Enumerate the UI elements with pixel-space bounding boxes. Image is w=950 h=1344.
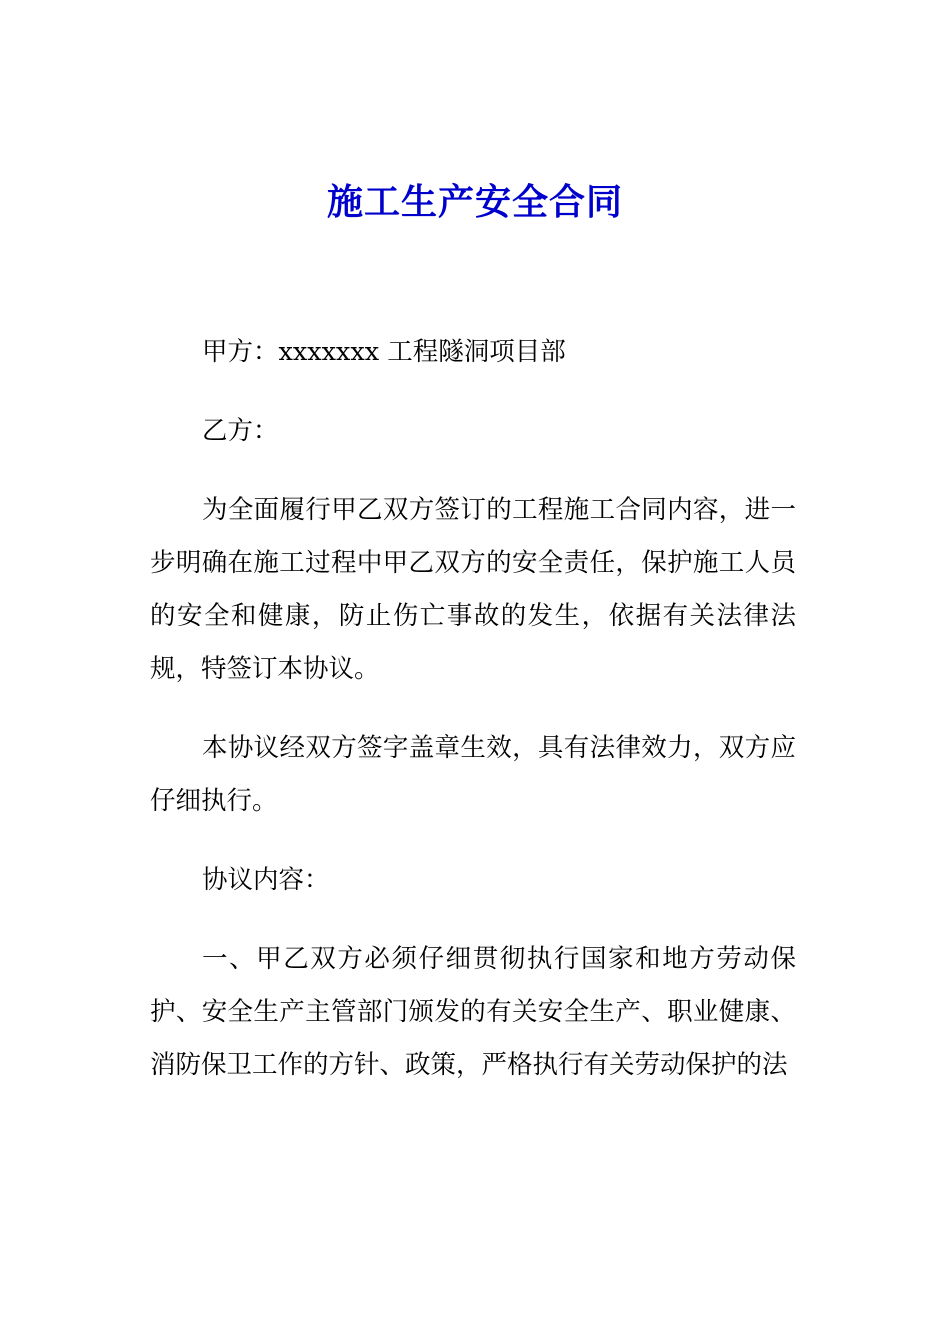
paragraph-gap [150,696,796,722]
document-body [150,326,796,1092]
paragraph-gap [150,379,796,405]
effect-paragraph: 本协议经双方签字盖章生效，具有法律效力，双方应仔细执行。 [150,733,796,816]
paragraph-gap [150,907,796,933]
section-heading: 协议内容： [202,865,330,895]
party-b-line: 乙方： [202,416,279,446]
paragraph-gap [150,458,796,484]
preamble-paragraph: 为全面履行甲乙双方签订的工程施工合同内容，进一步明确在施工过程中甲乙双方的安全责任，保护施工人员的安全和健康，防止伤亡事故的发生，依据有关法律法规，特签订本协议。 [150,495,796,684]
paragraph-gap [150,828,796,854]
document-title: 施工生产安全合同 [326,181,623,223]
party-a-line: 甲方：xxxxxxx 工程隧洞项目部 [202,337,566,367]
clause-one-paragraph: 一、甲乙双方必须仔细贯彻执行国家和地方劳动保护、安全生产主管部门颁发的有关安全生产、职业健康、消防保卫工作的方针、政策，严格执行有关劳动保护的法 [150,944,796,1080]
